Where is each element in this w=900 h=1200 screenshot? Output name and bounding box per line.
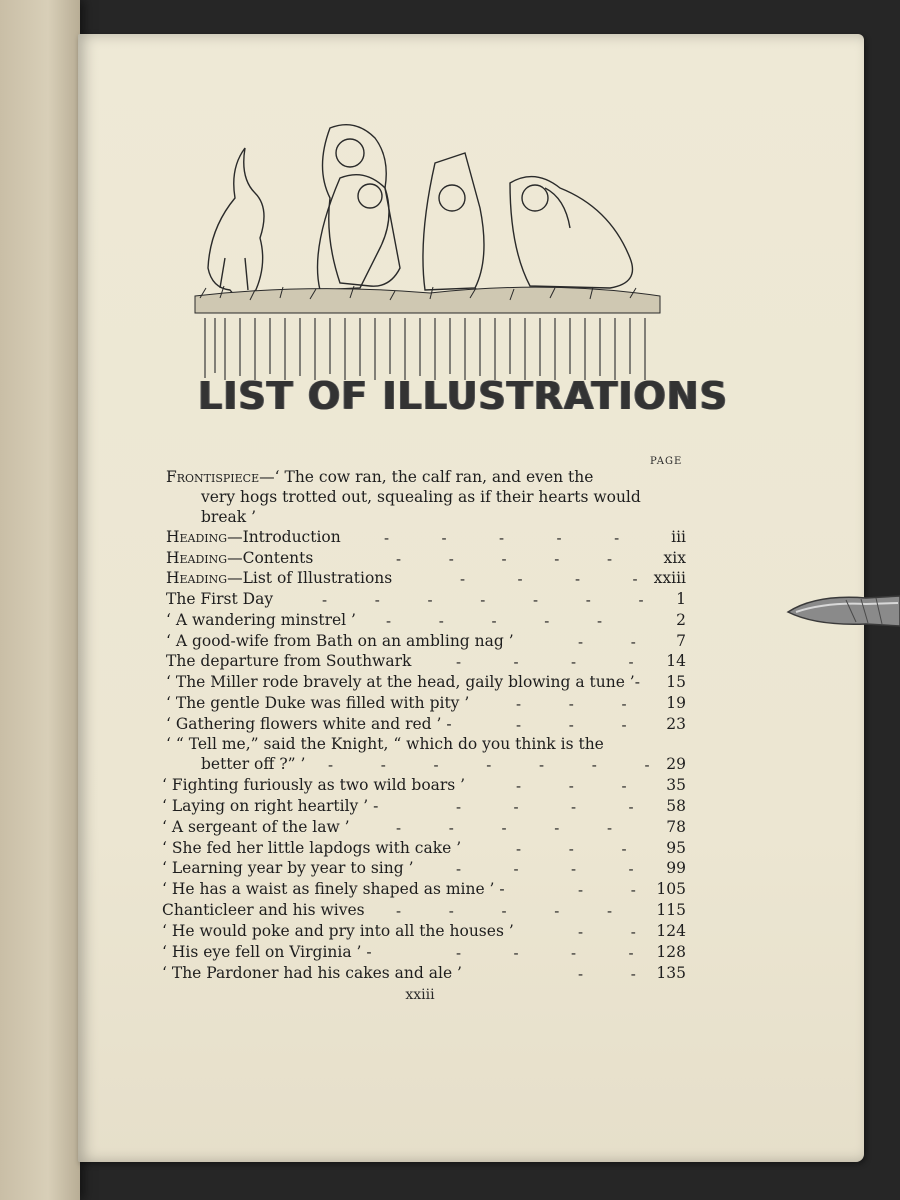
list-item: ‘ He would poke and pry into all the houses ’ (162, 922, 514, 940)
page-number: 58 (666, 797, 686, 815)
page-number: 23 (666, 715, 686, 733)
frontispiece-line-2: very hogs trotted out, squealing as if their hearts would (201, 488, 641, 506)
list-item: ‘ His eye fell on Virginia ’ - (162, 943, 372, 961)
page-number: xxiii (653, 569, 686, 587)
page-number: 78 (666, 818, 686, 836)
page-number: 1 (676, 590, 686, 608)
page-number: 135 (656, 964, 686, 982)
leader-dots: - - (578, 965, 636, 983)
leader-dots: - - - - - - - (322, 591, 644, 609)
page-number: 7 (676, 632, 686, 650)
page-number: xix (663, 549, 686, 567)
leader-dots: - - - - (456, 653, 634, 671)
page-number: 115 (656, 901, 686, 919)
leader-dots: - - - - (456, 944, 634, 962)
page-number: 95 (666, 839, 686, 857)
knight-line-1: ‘ “ Tell me,” said the Knight, “ which do you think is the (166, 735, 604, 753)
list-item: ‘ He has a waist as finely shaped as mine ’ - (162, 880, 505, 898)
leader-dots: - - - (516, 716, 627, 734)
page-number: 124 (656, 922, 686, 940)
frontispiece-text-1: —‘ The cow ran, the calf ran, and even the (259, 468, 594, 486)
frontispiece-label: Frontispiece (166, 468, 260, 486)
list-item: The departure from Southwark (166, 652, 412, 670)
leader-dots: - - - - - (396, 902, 613, 920)
paper-knife-icon (786, 588, 900, 634)
page-column-label: PAGE (650, 456, 683, 467)
list-item: Chanticleer and his wives (162, 901, 365, 919)
list-item: The First Day (166, 590, 274, 608)
list-item: ‘ The Pardoner had his cakes and ale ’ (162, 964, 462, 982)
leader-dots: - - - - - (396, 550, 613, 568)
leader-dots: - - (578, 881, 636, 899)
list-item: ‘ A sergeant of the law ’ (162, 818, 350, 836)
list-item: ‘ Fighting furiously as two wild boars ’ (162, 776, 466, 794)
leader-dots: - - - - - (384, 529, 620, 547)
list-item: ‘ The gentle Duke was filled with pity ’ (166, 694, 470, 712)
page-number: 128 (656, 943, 686, 961)
leader-dots: - - - - (456, 798, 634, 816)
frontispiece-line-1 (166, 467, 593, 487)
list-item: Heading—Introduction (166, 528, 341, 546)
list-item: Heading—Contents (166, 549, 314, 567)
page-number: 2 (676, 611, 686, 629)
leader-dots: - - - - - - - (328, 756, 650, 774)
page-number: 105 (656, 880, 686, 898)
leader-dots: - - - - - (386, 612, 603, 630)
page-number: 29 (666, 755, 686, 773)
frontispiece-line-3: break ’ (201, 508, 256, 526)
leader-dots: - - (578, 923, 636, 941)
list-item: ‘ A good-wife from Bath on an ambling nag ’ (166, 632, 514, 650)
leader-dots: - - - (516, 777, 627, 795)
list-of-illustrations-heading: LIST OF ILLUSTRATIONS (198, 374, 728, 418)
list-item: ‘ Laying on right heartily ’ - (162, 797, 379, 815)
list-item: ‘ She fed her little lapdogs with cake ’ (162, 839, 462, 857)
knight-line-2: better off ?” ’ (201, 755, 306, 773)
page-number: 15 (666, 673, 686, 691)
list-item: Heading—List of Illustrations (166, 569, 393, 587)
list-item: ‘ The Miller rode bravely at the head, gaily blowing a tune ’- (166, 673, 640, 691)
leader-dots: - - - - (460, 570, 638, 588)
leader-dots: - - (578, 633, 636, 651)
page-footer-number: xxiii (405, 987, 435, 1003)
page-number: 35 (666, 776, 686, 794)
leader-dots: - - - (516, 840, 627, 858)
page-number: 14 (666, 652, 686, 670)
page-number: iii (671, 528, 686, 546)
list-item: ‘ Gathering flowers white and red ’ - (166, 715, 452, 733)
leader-dots: - - - - (456, 860, 634, 878)
leader-dots: - - - - - (396, 819, 613, 837)
leader-dots: - - - (516, 695, 627, 713)
page-number: 19 (666, 694, 686, 712)
list-item: ‘ A wandering minstrel ’ (166, 611, 356, 629)
list-item: ‘ Learning year by year to sing ’ (162, 859, 414, 877)
page-number: 99 (666, 859, 686, 877)
